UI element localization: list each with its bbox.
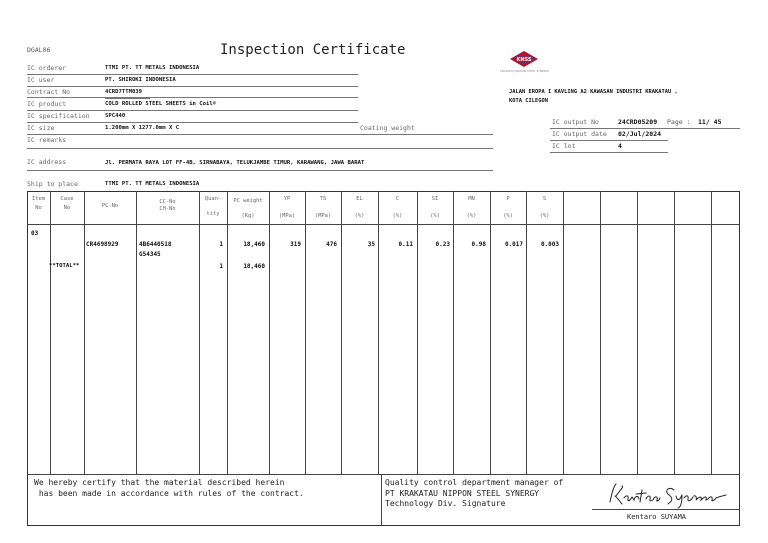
header-el-bottom: (%) xyxy=(354,213,365,219)
qc-line1: Quality control department manager of xyxy=(385,478,564,487)
header-item-no-bottom: No xyxy=(35,205,42,211)
total-quantity: 1 xyxy=(219,263,223,270)
ic-product-label: IC product xyxy=(27,100,67,108)
header-quantity-top: Quan- xyxy=(204,196,222,202)
contract-no-label: Contract No xyxy=(27,88,71,96)
header-si-bottom: (%) xyxy=(430,213,440,219)
ic-lot-label: IC lot xyxy=(552,142,576,150)
header-cc-no-top: CC-No xyxy=(159,199,176,205)
header-mn-top: MN xyxy=(468,196,475,202)
cell-ts: 476 xyxy=(326,241,337,248)
ic-output-no-label: IC output No xyxy=(552,118,599,126)
cell-pc-weight: 18,460 xyxy=(243,241,265,248)
ic-product-value: COLD ROLLED STEEL SHEETS in Coil© xyxy=(105,101,217,107)
cell-mn: 0.98 xyxy=(471,241,486,248)
certify-line1: We hereby certify that the material described herein xyxy=(34,478,285,487)
header-c-top: C xyxy=(395,196,400,202)
ic-address-value: Jl. PERMATA RAYA LOT FF-4B, SIRNABAYA, TELUKJAMBE TIMUR, KARAWANG, JAWA BARAT xyxy=(105,160,365,166)
header-s-bottom: (%) xyxy=(539,213,550,219)
ic-lot-value: 4 xyxy=(618,142,622,150)
qc-line2: PT KRAKATAU NIPPON STEEL SYNERGY xyxy=(385,489,540,498)
header-pc-weight-bottom: (Kg) xyxy=(241,213,255,219)
ic-specification-value: SPC440 xyxy=(105,113,126,119)
ic-specification-label: IC specification xyxy=(27,112,90,120)
header-pc-weight-top: PC weight xyxy=(233,198,263,204)
header-case-no-bottom: No xyxy=(63,205,71,211)
page-label: Page : xyxy=(667,118,691,126)
issuer-address-line2: KOTA CILEGON xyxy=(509,98,548,104)
header-ts-top: TS xyxy=(319,196,327,202)
ship-to-value: TTMI PT. TT METALS INDONESIA xyxy=(105,181,200,187)
signature-name: Kentaro SUYAMA xyxy=(627,513,687,521)
header-yp-bottom: (MPa) xyxy=(278,213,296,219)
total-label: **TOTAL** xyxy=(49,263,80,269)
svg-text:KNSS: KNSS xyxy=(516,57,532,63)
header-el-top: EL xyxy=(356,196,363,202)
cell-si: 0.23 xyxy=(435,241,450,248)
cell-s: 0.003 xyxy=(540,241,559,248)
ic-user-value: PT. SHIROKI INDONESIA xyxy=(105,77,176,83)
cell-item-no: 03 xyxy=(31,230,39,237)
ic-size-label: IC size xyxy=(27,124,55,132)
cell-yp: 319 xyxy=(290,241,301,248)
header-case-no-top: Case xyxy=(60,196,74,202)
handwritten-signature xyxy=(602,478,732,510)
header-s-top: S xyxy=(542,196,547,202)
ic-output-date-label: IC output date xyxy=(552,130,607,138)
header-mn-bottom: (%) xyxy=(466,213,477,219)
header-p-bottom: (%) xyxy=(503,213,513,219)
ic-size-value: 1.200mm X 1277.0mm X C xyxy=(105,125,180,131)
cell-pc-no: CR4698929 xyxy=(86,241,119,248)
ic-orderer-value: TTMI PT. TT METALS INDONESIA xyxy=(105,65,200,71)
cell-cc-no: 4B6440518 xyxy=(139,241,172,248)
certify-line2: has been made in accordance with rules of the contract. xyxy=(34,489,304,498)
page-value: 11/ 45 xyxy=(698,118,722,126)
ic-address-label: IC address xyxy=(27,158,67,166)
header-p-top: P xyxy=(506,196,510,202)
header-cc-no-bottom: CH-No xyxy=(159,206,176,212)
cell-c: 0.11 xyxy=(398,241,413,248)
cell-ch-no: G54345 xyxy=(139,251,161,258)
ic-output-date-value: 02/Jul/2024 xyxy=(618,130,662,138)
ic-orderer-label: IC orderer xyxy=(27,64,67,72)
ic-output-no-value: 24CRD05209 xyxy=(618,118,658,126)
header-item-no-top: Item xyxy=(32,196,45,202)
header-yp-top: YP xyxy=(283,196,291,202)
document-title: Inspection Certificate xyxy=(220,42,406,58)
ic-user-label: IC user xyxy=(27,76,55,84)
header-pc-no: PC-No xyxy=(101,203,119,209)
ic-remarks-label: IC remarks xyxy=(27,136,67,144)
header-quantity-bottom: tity xyxy=(206,211,220,217)
total-pc-weight: 18,460 xyxy=(243,263,265,270)
ship-to-label: Ship to place xyxy=(27,180,78,188)
contract-no-value: 4CRD7TTM039 xyxy=(105,89,143,95)
doc-code: DGAL06 xyxy=(27,46,51,54)
company-logo xyxy=(510,51,538,67)
cell-el: 35 xyxy=(367,241,375,248)
qc-line3: Technology Div. Signature xyxy=(385,499,506,508)
cell-p: 0.017 xyxy=(504,241,523,248)
logo-caption: KRAKATAU NIPPON STEEL SYNERGY xyxy=(500,69,550,73)
header-ts-bottom: (MPa) xyxy=(314,213,332,219)
header-c-bottom: (%) xyxy=(392,213,403,219)
issuer-address-line1: JALAN EROPA I KAVLING A2 KAWASAN INDUSTRI KRAKATAU , xyxy=(509,89,678,95)
coating-weight-label: Coating weight xyxy=(360,124,415,132)
cell-quantity: 1 xyxy=(219,241,223,248)
header-si-top: SI xyxy=(431,196,439,202)
